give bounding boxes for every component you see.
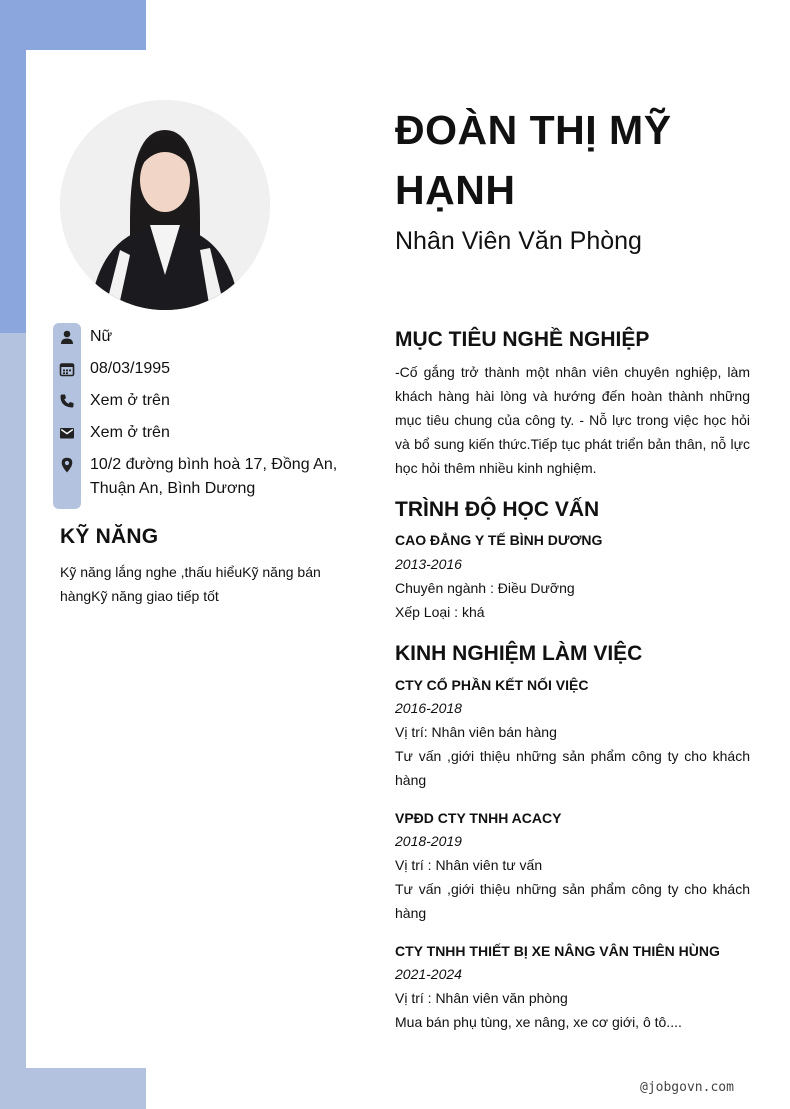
education-period: 2013-2016 <box>395 556 462 572</box>
contact-text: Nữ <box>90 328 113 345</box>
person-icon <box>59 329 75 345</box>
education-grade: Xếp Loại : khá <box>395 604 485 620</box>
school-name: CAO ĐẲNG Y TẾ BÌNH DƯƠNG <box>395 532 603 548</box>
candidate-name: ĐOÀN THỊ MỸ HẠNH <box>395 107 672 213</box>
objective-heading: MỤC TIÊU NGHỀ NGHIỆP <box>395 328 650 351</box>
job-description: Tư vấn ,giới thiệu những sản phẩm công ty cho khách hàng <box>395 881 750 921</box>
job-description: Mua bán phụ tùng, xe nâng, xe cơ giới, ô tô.... <box>395 1014 682 1030</box>
job-position: Vị trí : Nhân viên văn phòng <box>395 990 568 1006</box>
mail-icon <box>59 425 75 441</box>
candidate-title: Nhân Viên Văn Phòng <box>395 227 642 255</box>
job-description: Tư vấn ,giới thiệu những sản phẩm công ty cho khách hàng <box>395 748 750 788</box>
job-period: 2021-2024 <box>395 966 462 982</box>
contact-text: Xem ở trên <box>90 392 170 409</box>
profile-photo <box>60 100 270 310</box>
job-company: CTY CỔ PHẦN KẾT NỐI VIỆC <box>395 677 589 693</box>
contact-icon-bar <box>53 323 81 509</box>
skills-text: Kỹ năng lắng nghe ,thấu hiểuKỹ năng bán hàngKỹ năng giao tiếp tốt <box>60 564 321 604</box>
job-company: VPĐD CTY TNHH ACACY <box>395 810 562 826</box>
job-company: CTY TNHH THIẾT BỊ XE NÂNG VÂN THIÊN HÙNG <box>395 943 720 959</box>
contact-text: Xem ở trên <box>90 424 170 441</box>
experience-heading: KINH NGHIỆM LÀM VIỆC <box>395 642 643 665</box>
contact-text: 08/03/1995 <box>90 360 171 377</box>
skills-heading: KỸ NĂNG <box>60 525 159 548</box>
location-pin-icon <box>59 457 75 473</box>
education-major: Chuyên ngành : Điều Dưỡng <box>395 580 575 596</box>
objective-text: -Cố gắng trở thành một nhân viên chuyên nghiệp, làm khách hàng hài lòng và hướng đến hoàn thành những mục tiêu chung của công ty. - Nỗ lực trong việc học hỏi và bổ sung kiến thức.Tiếp tục phát triển bản thân, nỗ lực học hỏi thêm nhiều kinh nghiệm. <box>395 364 750 476</box>
calendar-icon <box>59 361 75 377</box>
contact-text: 10/2 đường bình hoà 17, Đồng An, Thuận An, Bình Dương <box>90 456 338 497</box>
watermark: @jobgovn.com <box>640 1080 734 1095</box>
job-position: Vị trí : Nhân viên tư vấn <box>395 857 543 873</box>
job-position: Vị trí: Nhân viên bán hàng <box>395 724 557 740</box>
phone-icon <box>59 393 75 409</box>
job-period: 2016-2018 <box>395 700 462 716</box>
job-period: 2018-2019 <box>395 833 462 849</box>
education-heading: TRÌNH ĐỘ HỌC VẤN <box>395 498 600 521</box>
